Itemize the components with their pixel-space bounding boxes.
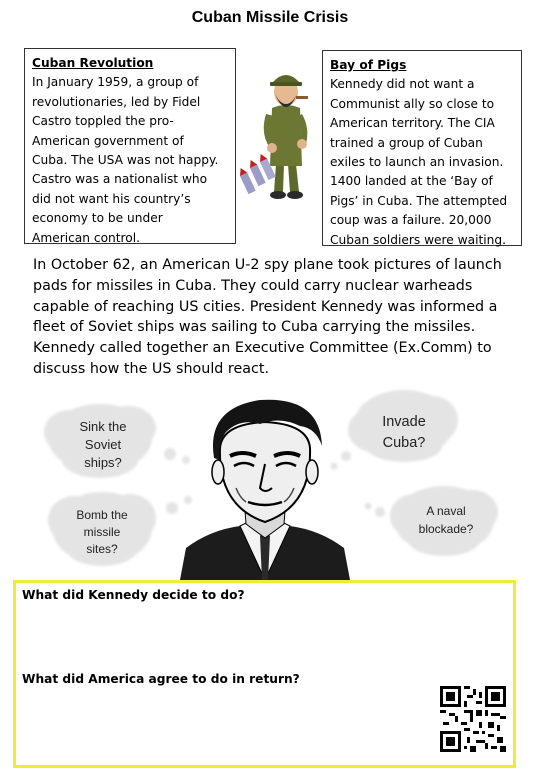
main-line: fleet of Soviet ships was sailing to Cuba carrying the missiles. [33, 319, 476, 336]
rev-line: American control. [32, 230, 140, 245]
question-kennedy-decision: What did Kennedy decide to do? [22, 588, 245, 602]
rev-line: In January 1959, a group of [32, 75, 199, 90]
bay-line: exiles to launch an invasion. [330, 155, 504, 170]
thought-line: ships? [84, 455, 122, 470]
rev-line: Cuba. The USA was not happy. [32, 153, 219, 168]
rev-line: economy to be under [32, 211, 163, 226]
rev-line: revolutionaries, led by Fidel [32, 94, 201, 109]
bay-of-pigs-box [322, 50, 522, 246]
rev-line: did not want his country’s [32, 191, 191, 206]
thought-blockade-text [404, 502, 488, 538]
rev-line: American government of [32, 133, 184, 148]
cuban-revolution-box [24, 48, 236, 244]
thought-line: Soviet [84, 437, 122, 452]
bay-line: Cuban soldiers were waiting. [330, 232, 506, 247]
bay-line: coup was a failure. 20,000 [330, 213, 492, 228]
bay-line: Communist ally so close to [330, 96, 495, 111]
page-title: Cuban Missile Crisis [191, 9, 349, 26]
rev-line: Castro toppled the pro- [32, 114, 174, 129]
main-line: Kennedy called together an Executive Committee (Ex.Comm) to [33, 340, 492, 357]
main-line: discuss how the US should react. [33, 360, 270, 377]
bay-line: Pigs’ in Cuba. The attempted [330, 193, 508, 208]
cuban-revolution-heading: Cuban Revolution [32, 56, 154, 70]
bay-line: trained a group of Cuban [330, 135, 483, 150]
bay-line: Kennedy did not want a [330, 77, 475, 92]
main-paragraph [33, 255, 528, 380]
thought-sink-text [60, 418, 146, 472]
qr-code [440, 686, 506, 752]
thought-line: A naval [426, 504, 466, 518]
bay-line: 1400 landed at the ‘Bay of [330, 174, 493, 189]
bay-of-pigs-heading: Bay of Pigs [330, 58, 407, 72]
main-line: capable of reaching US cities. President Kennedy was informed a [33, 298, 498, 315]
main-line: pads for missiles in Cuba. They could carry nuclear warheads [33, 277, 473, 294]
thought-line: Cuba? [382, 435, 426, 451]
rev-line: Castro was a nationalist who [32, 172, 208, 187]
thought-line: missile [83, 525, 121, 539]
thought-line: Sink the [79, 419, 127, 434]
thought-line: sites? [86, 542, 118, 556]
thought-invade-text [364, 412, 444, 454]
thought-line: Invade [382, 414, 426, 430]
bay-line: American territory. The CIA [330, 116, 495, 131]
thought-line: Bomb the [76, 508, 128, 522]
question-america-return: What did America agree to do in return? [22, 672, 300, 686]
thought-bomb-text [60, 507, 144, 558]
castro-cartoon-illustration [236, 64, 322, 202]
kennedy-portrait-illustration [180, 398, 350, 580]
main-line: In October 62, an American U-2 spy plane took pictures of launch [33, 257, 502, 273]
thought-line: blockade? [418, 522, 474, 536]
